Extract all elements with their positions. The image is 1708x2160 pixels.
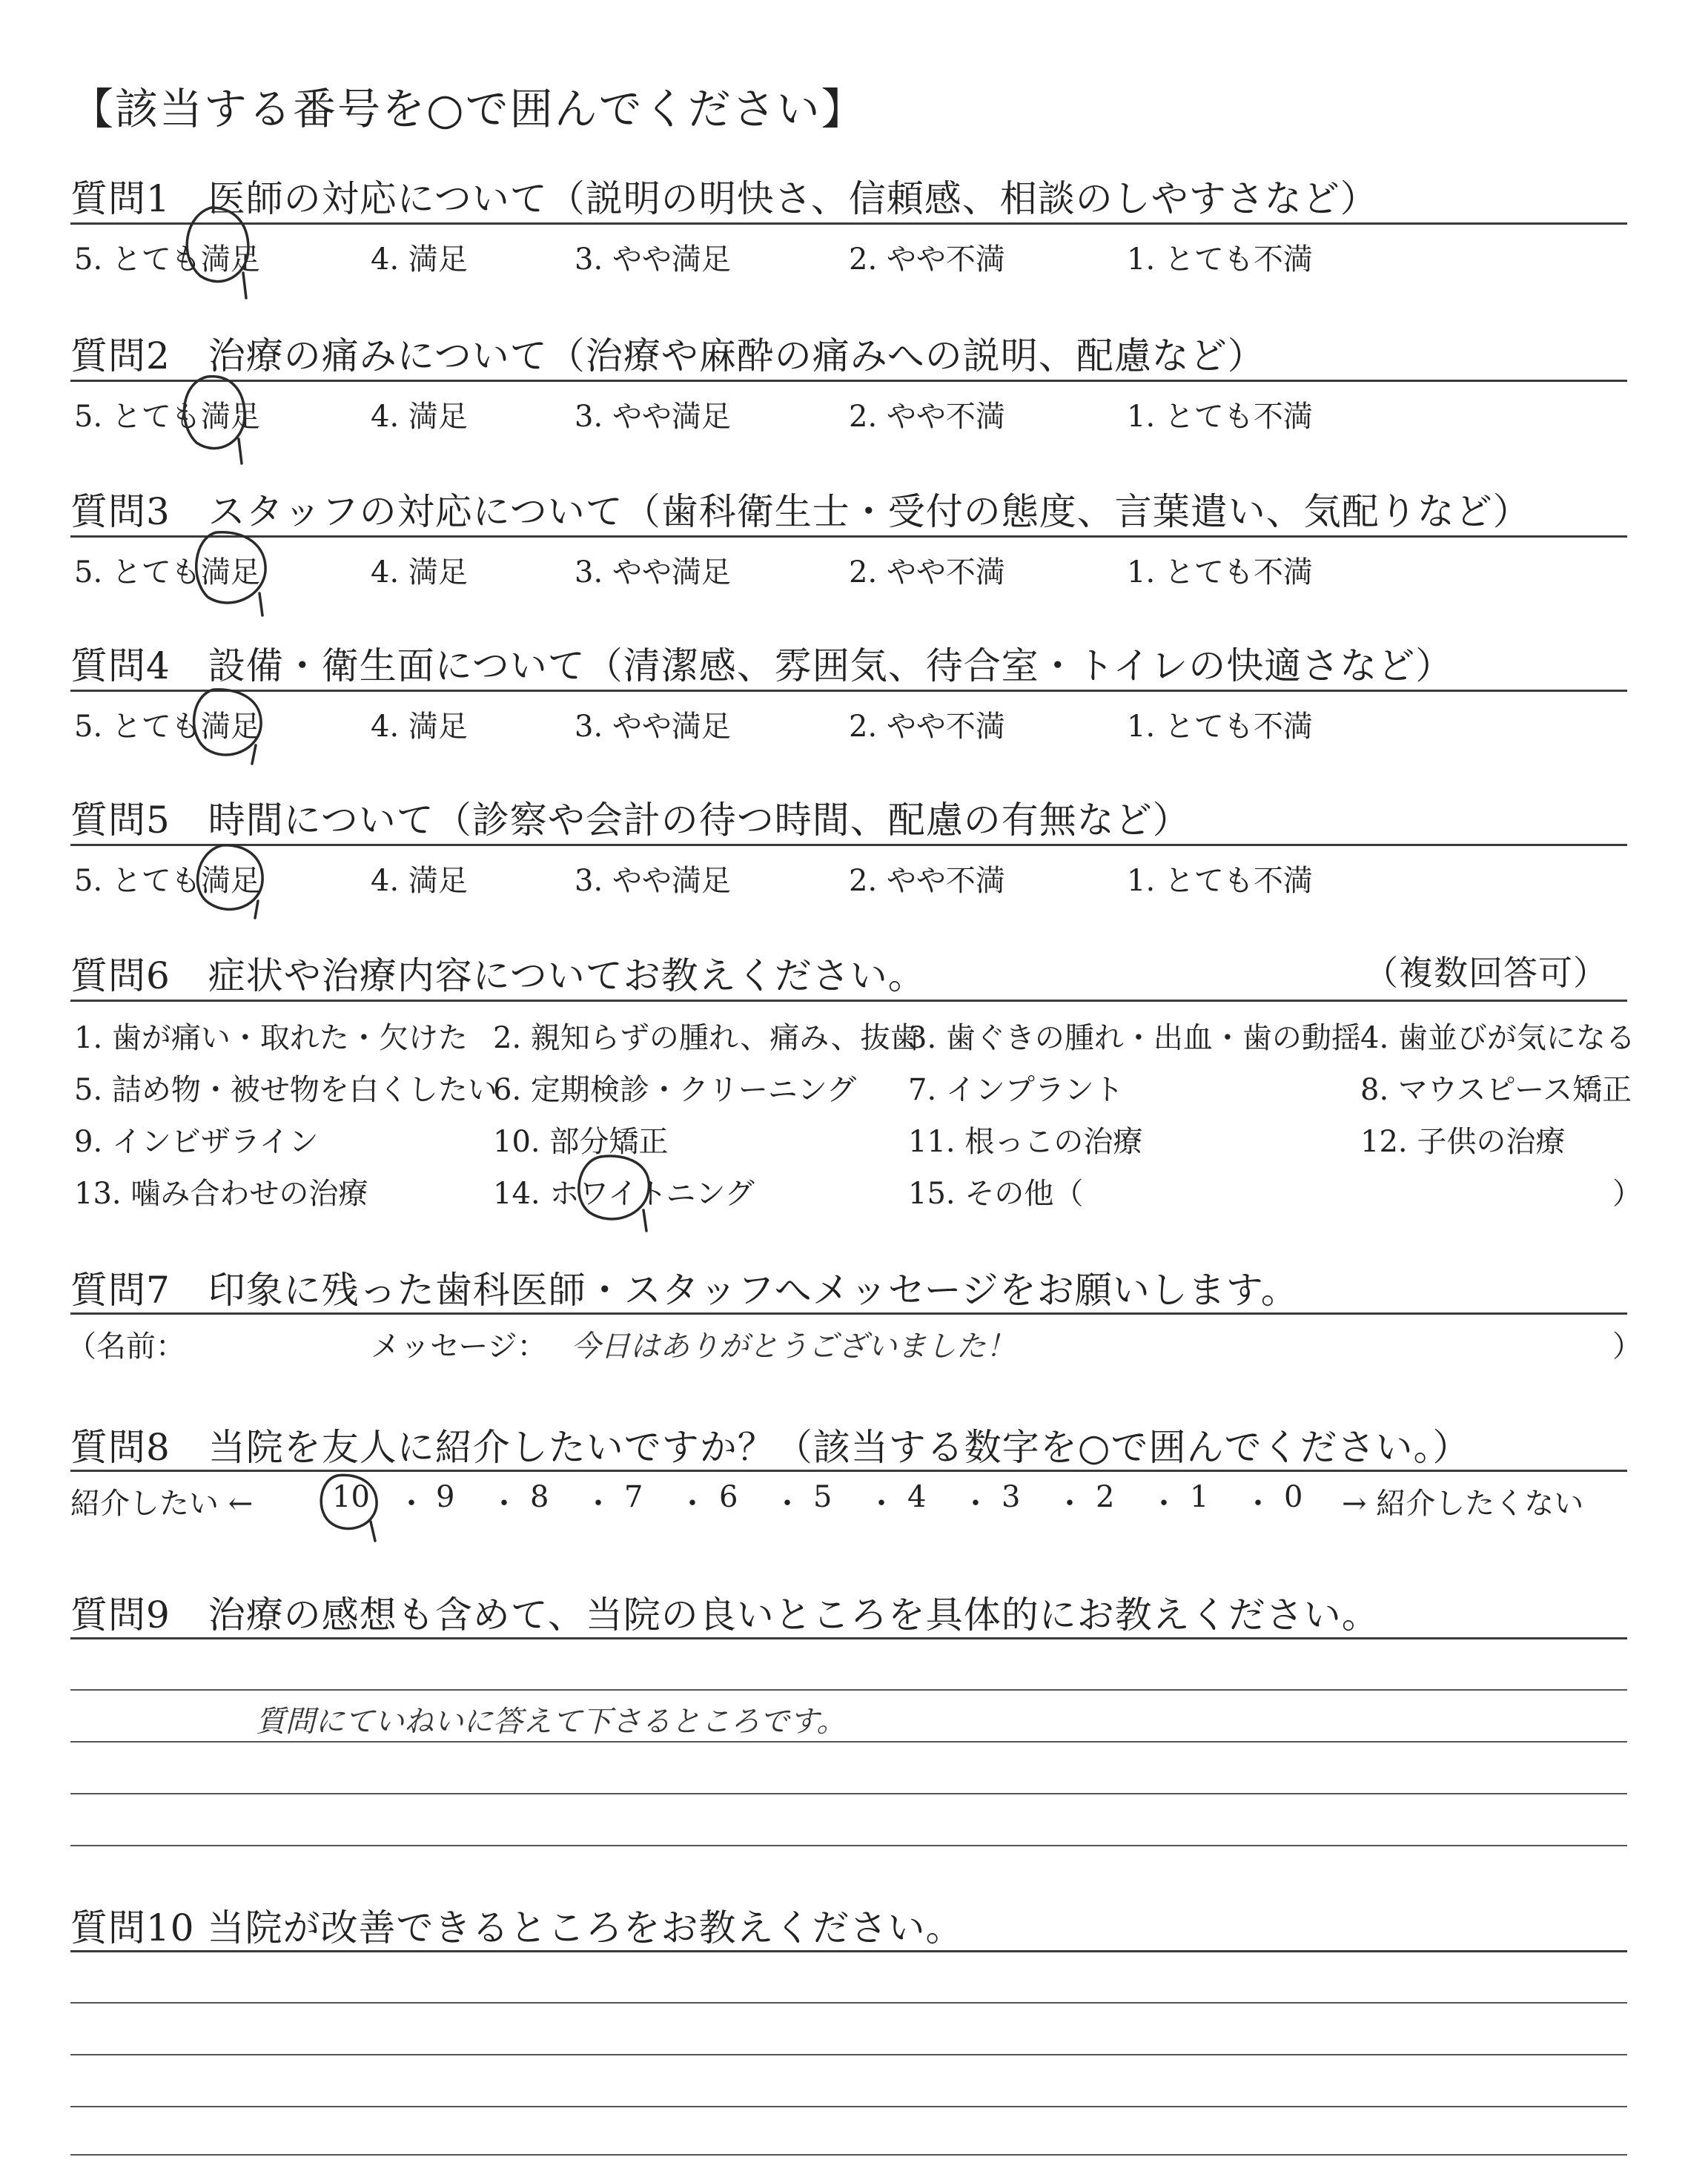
q6-item-9[interactable]: 9. インビザライン [74, 1125, 319, 1159]
scale-dot: ・ [678, 1487, 707, 1521]
scale-dot: ・ [1055, 1487, 1085, 1521]
good-points-answer[interactable]: 質問にていねいに答えて下さるところです。 [256, 1705, 847, 1739]
scale-dot: ・ [583, 1487, 613, 1521]
q1-option-2[interactable]: 2. やや不満 [849, 242, 1005, 277]
scale-5[interactable]: 5 [813, 1480, 833, 1514]
question-10-title: 質問10 当院が改善できるところをお教えください。 [70, 1906, 964, 1949]
scale-0[interactable]: 0 [1284, 1480, 1303, 1514]
q6-other-close: ） [1612, 1177, 1642, 1211]
scale-dot: ・ [772, 1487, 802, 1521]
q6-item-2[interactable]: 2. 親知らずの腫れ、痛み、抜歯 [493, 1021, 920, 1055]
q6-item-12[interactable]: 12. 子供の治療 [1360, 1125, 1566, 1159]
scale-right-label: → 紹介したくない [1342, 1487, 1584, 1521]
q8-selection-circle [321, 1475, 377, 1541]
q5-option-2[interactable]: 2. やや不満 [849, 864, 1005, 898]
question-6-note: （複数回答可） [1364, 953, 1608, 993]
message-close: ） [1612, 1330, 1642, 1364]
question-3-title: 質問3 スタッフの対応について（歯科衛生士・受付の態度、言葉遣い、気配りなど） [70, 490, 1531, 533]
scale-7[interactable]: 7 [624, 1480, 643, 1514]
question-6-title: 質問6 症状や治療内容についてお教えください。 [70, 954, 926, 997]
name-label: （名前： [67, 1330, 185, 1364]
scale-8[interactable]: 8 [530, 1480, 549, 1514]
q6-item-11[interactable]: 11. 根っこの治療 [908, 1125, 1143, 1159]
question-9-title: 質問9 治療の感想も含めて、当院の良いところを具体的にお教えください。 [70, 1593, 1380, 1636]
scale-dot: ・ [867, 1487, 896, 1521]
q3-option-2[interactable]: 2. やや不満 [849, 555, 1005, 589]
message-answer[interactable]: 今日はありがとうございました！ [571, 1330, 1016, 1364]
question-8-title: 質問8 当院を友人に紹介したいですか？（該当する数字を○で囲んでください。） [70, 1426, 1471, 1469]
q6-item-15[interactable]: 15. その他（ [908, 1177, 1084, 1211]
q2-selection-circle [185, 377, 245, 463]
scale-dot: ・ [489, 1487, 519, 1521]
q3-option-5[interactable]: 5. とても満足 [74, 555, 260, 589]
question-4-title: 質問4 設備・衛生面について（清潔感、雰囲気、待合室・トイレの快適さなど） [70, 644, 1454, 687]
q6-item-7[interactable]: 7. インプラント [908, 1073, 1124, 1107]
q5-option-1[interactable]: 1. とても不満 [1127, 864, 1313, 898]
q6-item-3[interactable]: 3. 歯ぐきの腫れ・出血・歯の動揺 [908, 1021, 1361, 1055]
q1-option-1[interactable]: 1. とても不満 [1127, 242, 1313, 277]
q6-item-4[interactable]: 4. 歯並びが気になる [1360, 1021, 1635, 1055]
q4-selection-circle [194, 690, 262, 764]
q6-item-6[interactable]: 6. 定期検診・クリーニング [493, 1073, 857, 1107]
q3-option-4[interactable]: 4. 満足 [371, 555, 468, 589]
q6-selection-circle [579, 1156, 649, 1231]
q6-item-8[interactable]: 8. マウスピース矯正 [1360, 1073, 1632, 1107]
q1-option-4[interactable]: 4. 満足 [371, 242, 468, 277]
scale-9[interactable]: 9 [436, 1480, 455, 1514]
question-2-title: 質問2 治療の痛みについて（治療や麻酔の痛みへの説明、配慮など） [70, 334, 1265, 377]
q4-option-4[interactable]: 4. 満足 [371, 710, 468, 744]
scale-dot: ・ [1149, 1487, 1179, 1521]
q6-item-10[interactable]: 10. 部分矯正 [493, 1125, 669, 1159]
q2-option-4[interactable]: 4. 満足 [371, 400, 468, 434]
q2-option-2[interactable]: 2. やや不満 [849, 400, 1005, 434]
question-7-title: 質問7 印象に残った歯科医師・スタッフへメッセージをお願いします。 [70, 1269, 1299, 1312]
scale-1[interactable]: 1 [1190, 1480, 1209, 1514]
form-header: 【該当する番号を○で囲んでください】 [70, 84, 866, 134]
scale-dot: ・ [1243, 1487, 1273, 1521]
scale-2[interactable]: 2 [1096, 1480, 1115, 1514]
message-label: メッセージ： [371, 1330, 547, 1364]
q4-option-5[interactable]: 5. とても満足 [74, 710, 260, 744]
q4-option-2[interactable]: 2. やや不満 [849, 710, 1005, 744]
q1-option-3[interactable]: 3. やや満足 [575, 242, 731, 277]
q3-option-1[interactable]: 1. とても不満 [1127, 555, 1313, 589]
q6-item-5[interactable]: 5. 詰め物・被せ物を白くしたい [74, 1073, 497, 1107]
q5-option-3[interactable]: 3. やや満足 [575, 864, 731, 898]
q1-selection-circle [187, 208, 248, 298]
q5-option-5[interactable]: 5. とても満足 [74, 864, 260, 898]
q3-selection-circle [196, 532, 265, 615]
q2-option-1[interactable]: 1. とても不満 [1127, 400, 1313, 434]
q5-option-4[interactable]: 4. 満足 [371, 864, 468, 898]
q3-option-3[interactable]: 3. やや満足 [575, 555, 731, 589]
scale-4[interactable]: 4 [907, 1480, 927, 1514]
scale-left-label: 紹介したい ← [70, 1487, 254, 1521]
q4-option-3[interactable]: 3. やや満足 [575, 710, 731, 744]
scale-6[interactable]: 6 [719, 1480, 738, 1514]
q5-selection-circle [198, 845, 263, 918]
q2-option-3[interactable]: 3. やや満足 [575, 400, 731, 434]
scale-dot: ・ [961, 1487, 990, 1521]
question-1-title: 質問1 医師の対応について（説明の明快さ、信頼感、相談のしやすさなど） [70, 177, 1378, 220]
scale-10[interactable]: 10 [332, 1480, 370, 1514]
scale-3[interactable]: 3 [1002, 1480, 1021, 1514]
q6-item-14[interactable]: 14. ホワイトニング [493, 1177, 755, 1211]
question-5-title: 質問5 時間について（診察や会計の待つ時間、配慮の有無など） [70, 799, 1191, 842]
q4-option-1[interactable]: 1. とても不満 [1127, 710, 1313, 744]
scale-dot: ・ [397, 1487, 426, 1521]
q1-option-5[interactable]: 5. とても満足 [74, 242, 260, 277]
q6-item-13[interactable]: 13. 噛み合わせの治療 [74, 1177, 368, 1211]
q6-item-1[interactable]: 1. 歯が痛い・取れた・欠けた [74, 1021, 468, 1055]
q2-option-5[interactable]: 5. とても満足 [74, 400, 260, 434]
